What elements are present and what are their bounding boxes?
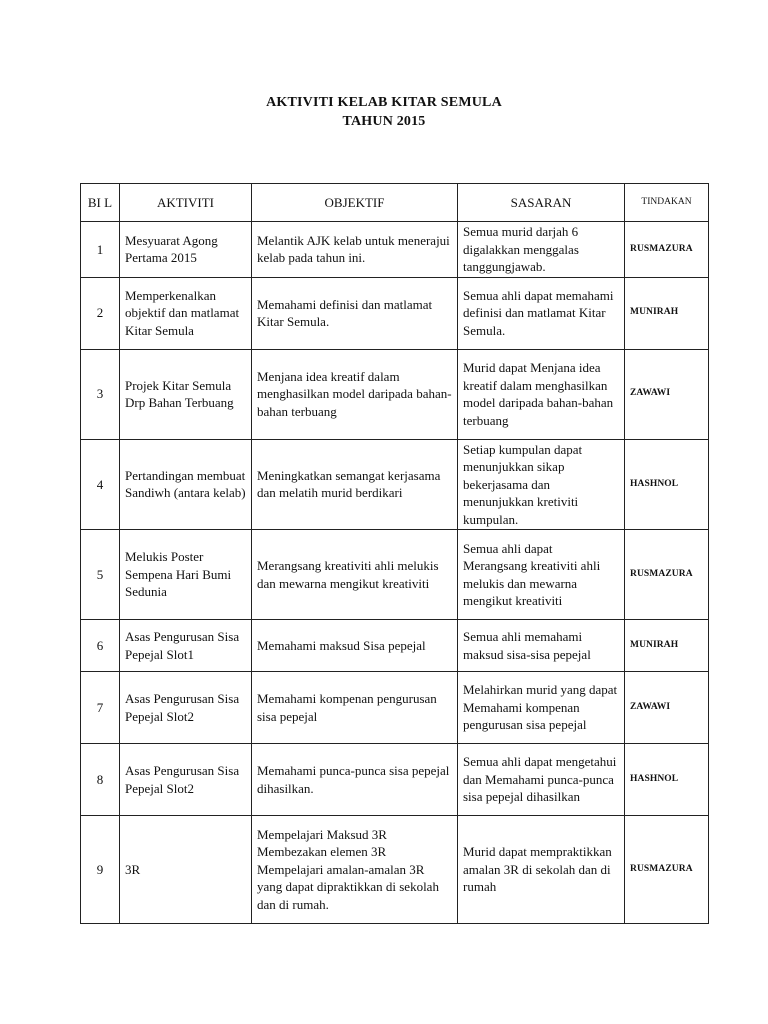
cell-objektif: Menjana idea kreatif dalam menghasilkan model daripada bahan-bahan terbuang <box>252 349 458 439</box>
cell-aktiviti: Mesyuarat Agong Pertama 2015 <box>120 222 252 278</box>
table-row <box>81 620 709 672</box>
cell-tindakan: HASHNOL <box>625 439 709 530</box>
cell-sasaran: Semua ahli memahami maksud sisa-sisa pepejal <box>458 620 625 672</box>
cell-objektif: Melantik AJK kelab untuk menerajui kelab pada tahun ini. <box>252 222 458 278</box>
cell-sasaran: Semua murid darjah 6 digalakkan menggalas tanggungjawab. <box>458 222 625 278</box>
cell-bil: 4 <box>81 439 120 530</box>
cell-sasaran: Murid dapat mempraktikkan amalan 3R di sekolah dan di rumah <box>458 816 625 924</box>
cell-sasaran: Melahirkan murid yang dapat Memahami kompenan pengurusan sisa pepejal <box>458 672 625 744</box>
table-row <box>81 530 709 620</box>
cell-tindakan: RUSMAZURA <box>625 816 709 924</box>
cell-sasaran: Semua ahli dapat Merangsang kreativiti ahli melukis dan mewarna mengikut kreativiti <box>458 530 625 620</box>
cell-tindakan: HASHNOL <box>625 744 709 816</box>
header-bil: BI L <box>81 184 120 222</box>
cell-bil: 7 <box>81 672 120 744</box>
cell-objektif: Memahami definisi dan matlamat Kitar Semula. <box>252 277 458 349</box>
cell-bil: 8 <box>81 744 120 816</box>
cell-tindakan: RUSMAZURA <box>625 530 709 620</box>
table-row <box>81 277 709 349</box>
header-tindakan: TINDAKAN <box>625 184 709 222</box>
table-row <box>81 439 709 530</box>
cell-sasaran: Semua ahli dapat mengetahui dan Memahami punca-punca sisa pepejal dihasilkan <box>458 744 625 816</box>
cell-sasaran: Murid dapat Menjana idea kreatif dalam menghasilkan model daripada bahan-bahan terbuang <box>458 349 625 439</box>
table-row <box>81 222 709 278</box>
table-row <box>81 744 709 816</box>
cell-aktiviti: Memperkenalkan objektif dan matlamat Kitar Semula <box>120 277 252 349</box>
cell-objektif: Memahami punca-punca sisa pepejal dihasilkan. <box>252 744 458 816</box>
cell-aktiviti: Asas Pengurusan Sisa Pepejal Slot2 <box>120 672 252 744</box>
cell-tindakan: MUNIRAH <box>625 620 709 672</box>
cell-tindakan: RUSMAZURA <box>625 222 709 278</box>
table-row <box>81 672 709 744</box>
cell-objektif: Mempelajari Maksud 3R Membezakan elemen 3R Mempelajari amalan-amalan 3R yang dapat dipraktikkan di sekolah dan di rumah. <box>252 816 458 924</box>
cell-aktiviti: Projek Kitar Semula Drp Bahan Terbuang <box>120 349 252 439</box>
cell-bil: 3 <box>81 349 120 439</box>
cell-bil: 5 <box>81 530 120 620</box>
cell-objektif: Memahami kompenan pengurusan sisa pepejal <box>252 672 458 744</box>
header-objektif: OBJEKTIF <box>252 184 458 222</box>
cell-sasaran: Setiap kumpulan dapat menunjukkan sikap bekerjasama dan menunjukkan kretiviti kumpulan. <box>458 439 625 530</box>
cell-tindakan: ZAWAWI <box>625 349 709 439</box>
header-sasaran: SASARAN <box>458 184 625 222</box>
table-row <box>81 349 709 439</box>
cell-bil: 9 <box>81 816 120 924</box>
document-title: AKTIVITI KELAB KITAR SEMULA <box>266 95 502 110</box>
cell-objektif: Merangsang kreativiti ahli melukis dan mewarna mengikut kreativiti <box>252 530 458 620</box>
cell-objektif: Meningkatkan semangat kerjasama dan melatih murid berdikari <box>252 439 458 530</box>
cell-bil: 2 <box>81 277 120 349</box>
table-header-row <box>81 184 709 222</box>
cell-tindakan: ZAWAWI <box>625 672 709 744</box>
cell-objektif: Memahami maksud Sisa pepejal <box>252 620 458 672</box>
cell-aktiviti: 3R <box>120 816 252 924</box>
cell-aktiviti: Melukis Poster Sempena Hari Bumi Sedunia <box>120 530 252 620</box>
cell-aktiviti: Asas Pengurusan Sisa Pepejal Slot2 <box>120 744 252 816</box>
header-aktiviti: AKTIVITI <box>120 184 252 222</box>
cell-bil: 6 <box>81 620 120 672</box>
table-row <box>81 816 709 924</box>
activities-table <box>80 183 709 924</box>
document-subtitle: TAHUN 2015 <box>342 114 426 129</box>
cell-sasaran: Semua ahli dapat memahami definisi dan matlamat Kitar Semula. <box>458 277 625 349</box>
cell-aktiviti: Pertandingan membuat Sandiwh (antara kelab) <box>120 439 252 530</box>
cell-aktiviti: Asas Pengurusan Sisa Pepejal Slot1 <box>120 620 252 672</box>
cell-bil: 1 <box>81 222 120 278</box>
cell-tindakan: MUNIRAH <box>625 277 709 349</box>
